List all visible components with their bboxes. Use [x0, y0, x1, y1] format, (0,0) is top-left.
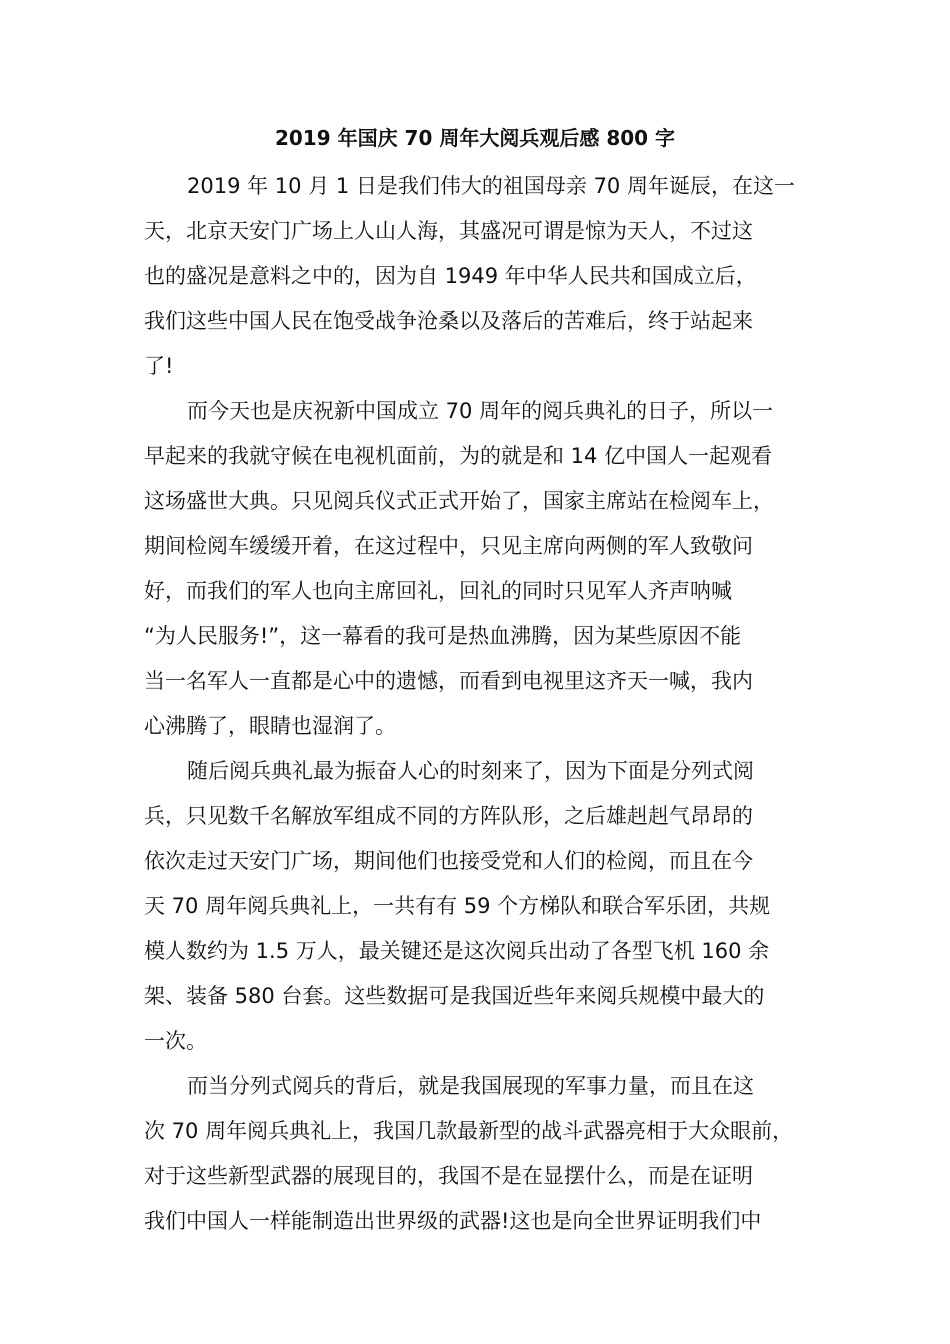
text-line: 我们这些中国人民在饱受战争沧桑以及落后的苦难后，终于站起来	[144, 309, 753, 333]
text-line: 随后阅兵典礼最为振奋人心的时刻来了，因为下面是分列式阅	[187, 759, 754, 783]
text-line: 而今天也是庆祝新中国成立 70 周年的阅兵典礼的日子，所以一	[187, 399, 774, 423]
text-line: 了!	[144, 354, 174, 378]
text-line: 当一名军人一直都是心中的遗憾，而看到电视里这齐天一喊，我内	[144, 669, 753, 693]
text-line: 期间检阅车缓缓开着，在这过程中，只见主席向两侧的军人致敬问	[144, 534, 753, 558]
text-line: 这场盛世大典。只见阅兵仪式正式开始了，国家主席站在检阅车上，	[144, 489, 774, 513]
text-line: 架、装备 580 台套。这些数据可是我国近些年来阅兵规模中最大的	[144, 984, 765, 1008]
text-line: 我们中国人一样能制造出世界级的武器!这也是向全世界证明我们中	[144, 1209, 762, 1233]
text-line: 依次走过天安门广场，期间他们也接受党和人们的检阅，而且在今	[144, 849, 753, 873]
text-line: 2019 年 10 月 1 日是我们伟大的祖国母亲 70 周年诞辰，在这一	[187, 174, 795, 198]
text-line: 天，北京天安门广场上人山人海，其盛况可谓是惊为天人，不过这	[144, 219, 753, 243]
paragraph-2	[144, 389, 810, 749]
text-line: 次 70 周年阅兵典礼上，我国几款最新型的战斗武器亮相于大众眼前，	[144, 1119, 794, 1143]
text-line: 一次。	[144, 1029, 207, 1053]
text-line: 也的盛况是意料之中的，因为自 1949 年中华人民共和国成立后，	[144, 264, 757, 288]
text-line: 对于这些新型武器的展现目的，我国不是在显摆什么，而是在证明	[144, 1164, 753, 1188]
document-body	[144, 164, 810, 1244]
text-line: 兵，只见数千名解放军组成不同的方阵队形，之后雄赳赳气昂昂的	[144, 804, 753, 828]
text-line: 而当分列式阅兵的背后，就是我国展现的军事力量，而且在这	[187, 1074, 754, 1098]
paragraph-3	[144, 749, 810, 1064]
text-line: 好，而我们的军人也向主席回礼，回礼的同时只见军人齐声呐喊	[144, 579, 732, 603]
paragraph-4	[144, 1064, 810, 1244]
document-title: 2019 年国庆 70 周年大阅兵观后感 800 字	[274, 126, 676, 150]
text-line: 心沸腾了，眼睛也湿润了。	[144, 714, 396, 738]
text-line: “为人民服务!”，这一幕看的我可是热血沸腾，因为某些原因不能	[144, 624, 742, 648]
text-line: 天 70 周年阅兵典礼上，一共有有 59 个方梯队和联合军乐团，共规	[144, 894, 771, 918]
paragraph-1	[144, 164, 810, 389]
text-line: 早起来的我就守候在电视机面前，为的就是和 14 亿中国人一起观看	[144, 444, 773, 468]
text-line: 模人数约为 1.5 万人，最关键还是这次阅兵出动了各型飞机 160 余	[144, 939, 770, 963]
